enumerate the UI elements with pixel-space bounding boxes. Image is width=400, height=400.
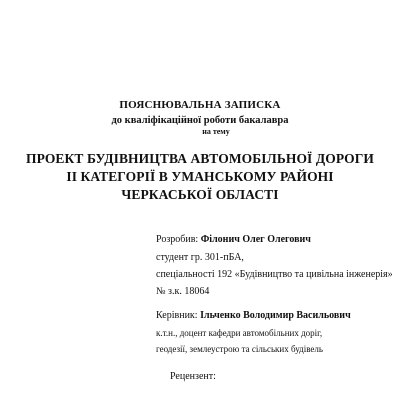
author-record: № з.к. 18064 — [156, 286, 210, 297]
supervisor-name: Ільченко Володимир Васильович — [200, 310, 351, 321]
project-title-line-3: ЧЕРКАСЬКОЇ ОБЛАСТІ — [121, 187, 279, 202]
author-name: Філонич Олег Олегович — [200, 234, 311, 245]
document-subtitle: до кваліфікаційної роботи бакалавра — [111, 115, 289, 126]
reviewer-label: Рецензент: — [170, 371, 216, 382]
author-group: студент гр. 301-пБА, — [156, 252, 244, 263]
supervisor-line — [156, 311, 351, 321]
supervisor-label: Керівник: — [156, 310, 198, 321]
on-topic-label: на тему — [202, 127, 230, 136]
project-title-line-2: ІІ КАТЕГОРІЇ В УМАНСЬКОМУ РАЙОНІ — [66, 169, 334, 184]
author-line — [156, 235, 311, 245]
supervisor-position-2: геодезії, землеустрою та сільських будівель — [156, 344, 324, 354]
author-specialty: спеціальності 192 «Будівництво та цивільна інженерія» — [156, 269, 393, 280]
author-label: Розробив: — [156, 234, 199, 245]
document-title: ПОЯСНЮВАЛЬНА ЗАПИСКА — [119, 99, 281, 111]
project-title-line-1: ПРОЕКТ БУДІВНИЦТВА АВТОМОБІЛЬНОЇ ДОРОГИ — [25, 151, 375, 166]
supervisor-position-1: к.т.н., доцент кафедри автомобільних доріг, — [156, 328, 323, 338]
